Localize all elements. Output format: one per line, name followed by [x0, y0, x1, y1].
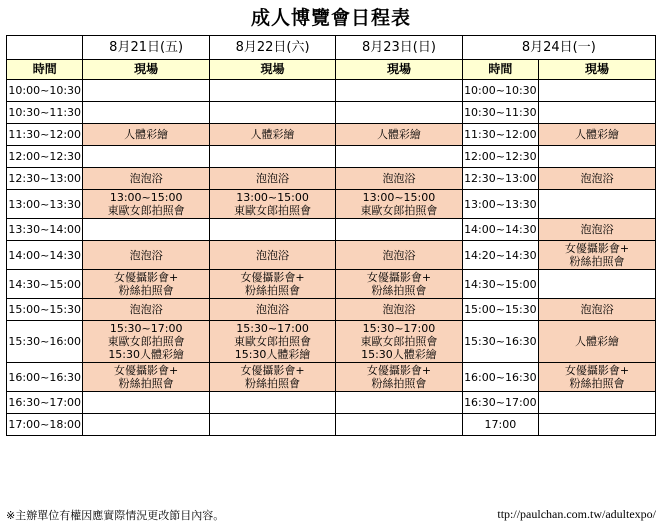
table-row	[7, 219, 656, 241]
time-cell-right: 14:00~14:30	[462, 219, 538, 241]
event-cell: 女優攝影會+ 粉絲拍照會	[539, 241, 656, 270]
empty-cell	[539, 146, 656, 168]
empty-cell	[336, 146, 462, 168]
time-cell-right: 12:00~12:30	[462, 146, 538, 168]
header-date-row	[7, 36, 656, 60]
empty-cell	[83, 80, 209, 102]
event-cell: 泡泡浴	[83, 299, 209, 321]
time-cell-left: 12:00~12:30	[7, 146, 83, 168]
empty-cell	[539, 270, 656, 299]
empty-cell	[209, 102, 335, 124]
header-date-2: 8月23日(日)	[336, 36, 462, 60]
time-cell-left: 14:00~14:30	[7, 241, 83, 270]
time-cell-right: 10:30~11:30	[462, 102, 538, 124]
empty-cell	[336, 392, 462, 414]
time-cell-right: 16:30~17:00	[462, 392, 538, 414]
empty-cell	[209, 146, 335, 168]
header-venue-1: 現場	[209, 60, 335, 80]
table-row	[7, 102, 656, 124]
event-cell: 泡泡浴	[539, 168, 656, 190]
event-cell: 泡泡浴	[83, 241, 209, 270]
time-cell-left: 16:00~16:30	[7, 363, 83, 392]
time-cell-right: 15:00~15:30	[462, 299, 538, 321]
page-title: 成人博覽會日程表	[250, 7, 411, 29]
event-cell: 泡泡浴	[83, 168, 209, 190]
table-row	[7, 270, 656, 299]
event-cell: 泡泡浴	[336, 168, 462, 190]
event-cell: 女優攝影會+ 粉絲拍照會	[336, 270, 462, 299]
time-cell-right: 13:00~13:30	[462, 190, 538, 219]
header-venue-2: 現場	[336, 60, 462, 80]
table-row	[7, 299, 656, 321]
header-time-right: 時間	[462, 60, 538, 80]
time-cell-left: 10:30~11:30	[7, 102, 83, 124]
header-date-0: 8月21日(五)	[83, 36, 209, 60]
time-cell-right: 15:30~16:30	[462, 321, 538, 363]
event-cell: 泡泡浴	[336, 299, 462, 321]
event-cell: 人體彩繪	[209, 124, 335, 146]
header-corner-blank	[7, 36, 83, 60]
empty-cell	[539, 190, 656, 219]
event-cell: 人體彩繪	[539, 124, 656, 146]
time-cell-left: 13:30~14:00	[7, 219, 83, 241]
time-cell-left: 14:30~15:00	[7, 270, 83, 299]
time-cell-left: 15:30~16:00	[7, 321, 83, 363]
table-row	[7, 414, 656, 436]
time-cell-right: 17:00	[462, 414, 538, 436]
empty-cell	[539, 414, 656, 436]
event-cell: 女優攝影會+ 粉絲拍照會	[83, 363, 209, 392]
time-cell-right: 16:00~16:30	[462, 363, 538, 392]
empty-cell	[336, 102, 462, 124]
time-cell-right: 11:30~12:00	[462, 124, 538, 146]
table-row	[7, 392, 656, 414]
table-row	[7, 321, 656, 363]
event-cell: 女優攝影會+ 粉絲拍照會	[336, 363, 462, 392]
header-sub-row	[7, 60, 656, 80]
schedule-table	[6, 35, 656, 436]
time-cell-right: 12:30~13:00	[462, 168, 538, 190]
empty-cell	[539, 392, 656, 414]
empty-cell	[83, 219, 209, 241]
event-cell: 人體彩繪	[539, 321, 656, 363]
event-cell: 泡泡浴	[539, 219, 656, 241]
event-cell: 15:30~17:00 東歐女郎拍照會 15:30人體彩繪	[209, 321, 335, 363]
empty-cell	[83, 414, 209, 436]
event-cell: 人體彩繪	[336, 124, 462, 146]
event-cell: 15:30~17:00 東歐女郎拍照會 15:30人體彩繪	[83, 321, 209, 363]
time-cell-right: 14:20~14:30	[462, 241, 538, 270]
event-cell: 女優攝影會+ 粉絲拍照會	[539, 363, 656, 392]
table-body	[7, 80, 656, 436]
event-cell: 女優攝影會+ 粉絲拍照會	[209, 270, 335, 299]
event-cell: 女優攝影會+ 粉絲拍照會	[209, 363, 335, 392]
event-cell: 13:00~15:00 東歐女郎拍照會	[83, 190, 209, 219]
event-cell: 泡泡浴	[209, 241, 335, 270]
header-venue-3: 現場	[539, 60, 656, 80]
table-row	[7, 241, 656, 270]
table-row	[7, 190, 656, 219]
table-row	[7, 168, 656, 190]
footer	[6, 507, 656, 525]
time-cell-left: 12:30~13:00	[7, 168, 83, 190]
footer-note: ※主辦單位有權因應實際情況更改節目內容。	[6, 509, 225, 522]
table-row	[7, 363, 656, 392]
event-cell: 13:00~15:00 東歐女郎拍照會	[336, 190, 462, 219]
empty-cell	[83, 146, 209, 168]
header-date-1: 8月22日(六)	[209, 36, 335, 60]
empty-cell	[539, 80, 656, 102]
empty-cell	[336, 219, 462, 241]
empty-cell	[209, 80, 335, 102]
event-cell: 泡泡浴	[336, 241, 462, 270]
empty-cell	[83, 392, 209, 414]
event-cell: 女優攝影會+ 粉絲拍照會	[83, 270, 209, 299]
time-cell-left: 10:00~10:30	[7, 80, 83, 102]
empty-cell	[539, 102, 656, 124]
header-date-3: 8月24日(一)	[462, 36, 655, 60]
empty-cell	[209, 219, 335, 241]
empty-cell	[209, 414, 335, 436]
empty-cell	[336, 414, 462, 436]
table-row	[7, 146, 656, 168]
empty-cell	[209, 392, 335, 414]
footer-url: ttp://paulchan.com.tw/adultexpo/	[497, 507, 656, 521]
event-cell: 泡泡浴	[209, 168, 335, 190]
header-time-left: 時間	[7, 60, 83, 80]
time-cell-right: 14:30~15:00	[462, 270, 538, 299]
event-cell: 13:00~15:00 東歐女郎拍照會	[209, 190, 335, 219]
table-row	[7, 124, 656, 146]
time-cell-left: 17:00~18:00	[7, 414, 83, 436]
event-cell: 15:30~17:00 東歐女郎拍照會 15:30人體彩繪	[336, 321, 462, 363]
event-cell: 泡泡浴	[539, 299, 656, 321]
time-cell-left: 11:30~12:00	[7, 124, 83, 146]
empty-cell	[336, 80, 462, 102]
event-cell: 人體彩繪	[83, 124, 209, 146]
time-cell-left: 13:00~13:30	[7, 190, 83, 219]
time-cell-left: 15:00~15:30	[7, 299, 83, 321]
time-cell-right: 10:00~10:30	[462, 80, 538, 102]
time-cell-left: 16:30~17:00	[7, 392, 83, 414]
event-cell: 泡泡浴	[209, 299, 335, 321]
header-venue-0: 現場	[83, 60, 209, 80]
table-row	[7, 80, 656, 102]
empty-cell	[83, 102, 209, 124]
table-header	[7, 36, 656, 80]
